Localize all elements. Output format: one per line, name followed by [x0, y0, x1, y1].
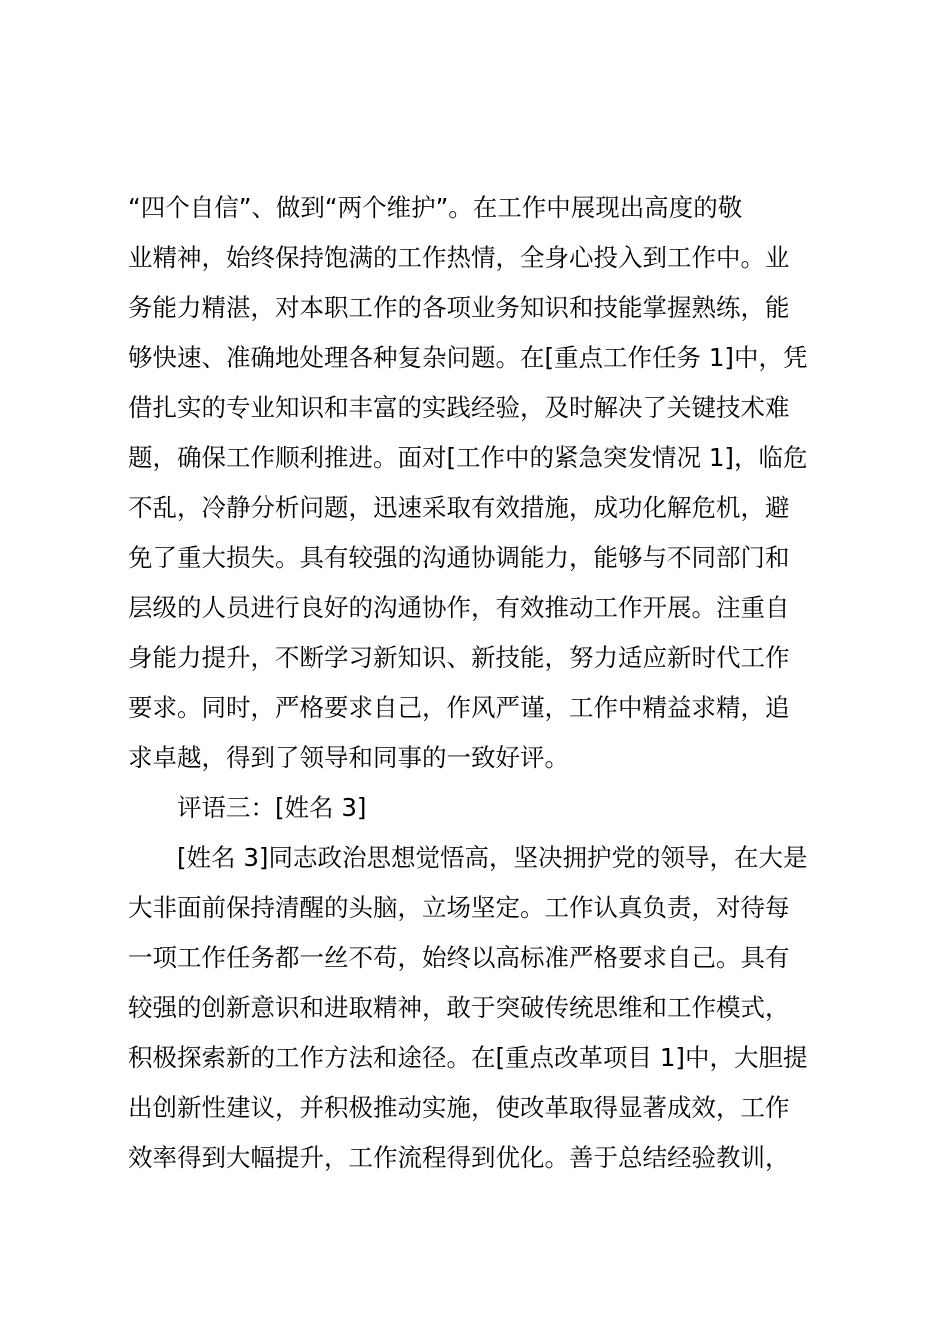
body-line: 积极探索新的工作方法和途径。在[重点改革项目 1]中，大胆提: [128, 1043, 808, 1072]
body-line: 求卓越，得到了领导和同事的一致好评。: [128, 743, 569, 772]
document-body: [128, 183, 848, 1183]
body-line: 题，确保工作顺利推进。面对[工作中的紧急突发情况 1]，临危: [128, 443, 808, 472]
paragraph-first-line: [姓名 3]同志政治思想觉悟高，坚决拥护党的领导，在大是: [177, 843, 808, 872]
body-line: 够快速、准确地处理各种复杂问题。在[重点工作任务 1]中，凭: [128, 343, 808, 372]
body-line: 务能力精湛，对本职工作的各项业务知识和技能掌握熟练，能: [128, 293, 790, 322]
body-line: 较强的创新意识和进取精神，敢于突破传统思维和工作模式，: [128, 993, 790, 1022]
section-heading: 评语三：[姓名 3]: [177, 793, 367, 822]
body-line: “四个自信”、做到“两个维护”。在工作中展现出高度的敬: [128, 193, 743, 222]
body-line: 借扎实的专业知识和丰富的实践经验，及时解决了关键技术难: [128, 393, 790, 422]
body-line: 不乱，冷静分析问题，迅速采取有效措施，成功化解危机，避: [128, 493, 790, 522]
body-line: 业精神，始终保持饱满的工作热情，全身心投入到工作中。业: [128, 243, 790, 272]
body-line: 出创新性建议，并积极推动实施，使改革取得显著成效，工作: [128, 1093, 790, 1122]
body-line: 大非面前保持清醒的头脑，立场坚定。工作认真负责，对待每: [128, 893, 790, 922]
body-line: 一项工作任务都一丝不苟，始终以高标准严格要求自己。具有: [128, 943, 790, 972]
body-line: 效率得到大幅提升，工作流程得到优化。善于总结经验教训，: [128, 1143, 790, 1172]
body-line: 层级的人员进行良好的沟通协作，有效推动工作开展。注重自: [128, 593, 790, 622]
body-line: 免了重大损失。具有较强的沟通协调能力，能够与不同部门和: [128, 543, 790, 572]
body-line: 身能力提升，不断学习新知识、新技能，努力适应新时代工作: [128, 643, 790, 672]
body-line: 要求。同时，严格要求自己，作风严谨，工作中精益求精，追: [128, 693, 790, 722]
